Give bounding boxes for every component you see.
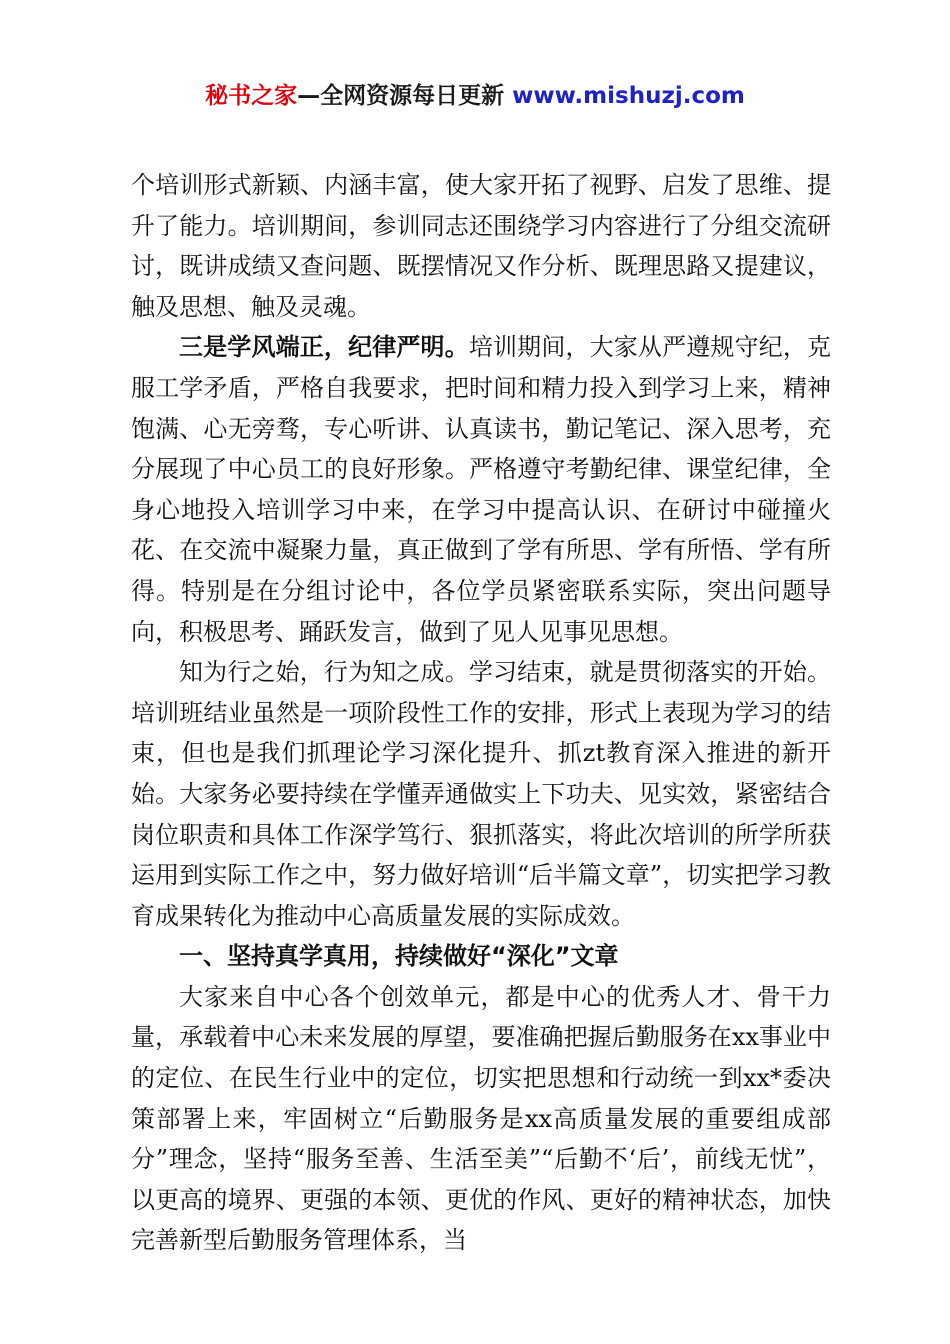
- paragraph-discipline: [131, 327, 831, 652]
- page-header: [0, 80, 950, 112]
- paragraph-body: 培训期间，大家从严遵规守纪，克服工学矛盾，严格自我要求，把时间和精力投入到学习上来，精神饱满、心无旁骛，专心听讲、认真读书，勤记笔记、深入思考，充分展现了中心员工的良好形象。严格遵守考勤纪律、课堂纪律，全身心地投入培训学习中来，在学习中提高认识、在研讨中碰撞火花、在交流中凝聚力量，真正做到了学有所思、学有所悟、学有所得。特别是在分组讨论中，各位学员紧密联系实际，突出问题导向，积极思考、踊跃发言，做到了见人见事见思想。: [131, 333, 832, 646]
- document-body: [131, 165, 831, 1261]
- paragraph-conclusion: 知为行之始，行为知之成。学习结束，就是贯彻落实的开始。培训班结业虽然是一项阶段性工作的安排，形式上表现为学习的结束，但也是我们抓理论学习深化提升、抓zt教育深入推进的新开始。大家务必要持续在学懂弄通做实上下功夫、见实效，紧密结合岗位职责和具体工作深学笃行、狠抓落实，将此次培训的所学所获运用到实际工作之中，努力做好培训“后半篇文章”，切实把学习教育成果转化为推动中心高质量发展的实际成效。: [131, 658, 831, 930]
- section-heading-1: 一、坚持真学真用，持续做好“深化”文章: [179, 942, 619, 971]
- paragraph-section-1: 大家来自中心各个创效单元，都是中心的优秀人才、骨干力量，承载着中心未来发展的厚望，要准确把握后勤服务在xx事业中的定位、在民生行业中的定位，切实把思想和行动统一到xx*委决策部署上来，牢固树立“后勤服务是xx高质量发展的重要组成部分”理念，坚持“服务至善、生活至美”“后勤不‘后’，前线无忧”，以更高的境界、更强的本领、更优的作风、更好的精神状态，加快完善新型后勤服务管理体系，当: [131, 982, 831, 1255]
- paragraph-lead-bold: 三是学风端正，纪律严明。: [179, 332, 469, 362]
- brand-name: 秘书之家: [205, 83, 298, 109]
- header-separator: —: [297, 83, 321, 109]
- header-url-link[interactable]: www.mishuzj.com: [512, 83, 745, 109]
- paragraph-continuation: 个培训形式新颖、内涵丰富，使大家开拓了视野、启发了思维、提升了能力。培训期间，参训同志还围绕学习内容进行了分组交流研讨，既讲成绩又查问题、既摆情况又作分析、既理思路又提建议，触及思想、触及灵魂。: [131, 171, 831, 321]
- header-tagline: 全网资源每日更新: [320, 83, 513, 109]
